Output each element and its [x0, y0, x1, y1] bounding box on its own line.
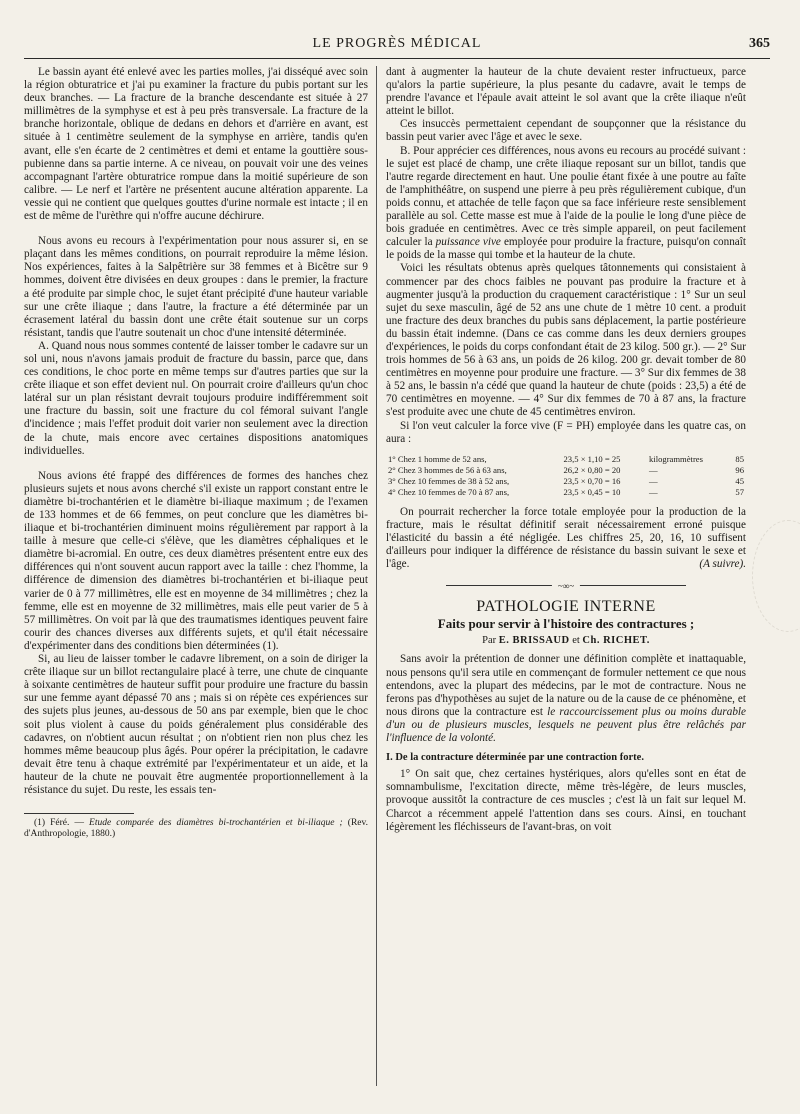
subsection-heading: I. De la contracture déterminée par une contraction forte. — [386, 752, 644, 764]
article-authors — [386, 634, 746, 647]
authors-conjunction: et — [572, 635, 580, 647]
paragraph: A. Quand nous nous sommes contenté de laisser tomber le cadavre sur un sol uni, nous n'avons jamais produit de fracture du bassin, parce que, dans ces conditions, le choc porte en même temps sur d'autres parties que sur la crête iliaque et son effet devient nul. On pourrait croire d'ailleurs qu'un choc latéral sur un plan résistant devrait toujours produire indifféremment soit une fracture du bassin, soit une fracture du col fémoral suivant l'angle d'incidence ; mais l'effet produit doit varier non seulement avec la direction de la chute, mais encore avec certaines dispositions anatomiques individuelles. — [24, 339, 368, 457]
footnote-source: (Rev. d'Anthropologie, 1880.) — [24, 818, 369, 840]
table-cell-calc: 23,5 × 0,70 = 16 — [563, 475, 621, 486]
table-cell-val: 96 — [735, 464, 744, 475]
library-stamp — [752, 520, 800, 632]
paragraph: Si, au lieu de laisser tomber le cadavre librement, on a soin de diriger la crête iliaque sur un billot rectangulaire placé à terre, une chute de cinquante à soixante centimètres de hauteur suffit pour produire une fracture du bassin sur une femme ayant dépassé 70 ans ; mais si on répète ces expériences sur des sujets plus jeunes, au-dessous de 50 ans par exemple, bien que le choc soit plus violent à cause du poids généralement plus considérable des cadavres, on n'obtient aucun résultat ; on n'obtient rien non plus chez les hommes même beaucoup plus âgés. Pour opérer la précipitation, le cadavre devait être tenu à chaque extrémité par l'expérimentateur et un aide, et la hauteur de la chute ne pouvait être augmentée proportionnellement à la résistance du sujet. Du reste, les essais ten- — [24, 653, 368, 796]
table-cell-val: 45 — [735, 475, 744, 486]
table-cell-calc: 23,5 × 0,45 = 10 — [563, 486, 621, 497]
page-number: 365 — [749, 36, 770, 51]
table-cell-calc: 26,2 × 0,80 = 20 — [563, 464, 621, 475]
paragraph: dant à augmenter la hauteur de la chute devaient rester infructueux, parce qu'alors la partie supérieure, la plus pesante du cadavre, avait le temps de prendre l'avance et l'épaule avait atteint le sol avant que la crête iliaque n'eût atteint le billot. — [386, 66, 746, 118]
journal-title: LE PROGRÈS MÉDICAL — [312, 36, 482, 51]
force-table — [386, 454, 746, 498]
paragraph-text: employée pour produire la fracture, puisqu'on connaît le poids de la masse qui tombe et la hauteur de la chute. — [386, 236, 746, 262]
table-row — [386, 487, 746, 498]
paragraph: 1° On sait que, chez certaines hystériques, alors qu'elles sont en état de somnambulisme, l'excitation directe, même très-légère, de leurs muscles, provoque aussitôt la contracture de ces muscles ; c'est là un fait sur lequel M. Charcot a récemment appelé l'attention dans ses cours. Ainsi, en touchant légèrement les fléchisseurs de l'avant-bras, on voit — [386, 768, 746, 833]
footnote: (1) Féré. — Etude comparée des diamètres bi-trochantérien et bi-iliaque ; (Rev. d'Anthropologie, 1880.) — [24, 818, 369, 840]
paragraph — [386, 506, 746, 571]
table-cell-calc: 23,5 × 1,10 = 25 — [563, 453, 621, 464]
footnote-mark: (1) Féré. — [34, 818, 70, 829]
table-cell-label: 1° Chez 1 homme de 52 ans, — [388, 453, 487, 464]
table-cell-val: 85 — [735, 453, 744, 464]
paragraph: Si l'on veut calculer la force vive (F = PH) employée dans les quatre cas, on aura : — [386, 419, 746, 445]
footnote-title: Etude comparée des diamètres bi-trochantérien et bi-iliaque ; — [89, 818, 343, 829]
running-header — [24, 36, 770, 59]
author-name: Ch. RICHET. — [582, 635, 650, 647]
paragraph: Le bassin ayant été enlevé avec les parties molles, j'ai disséqué avec soin la région obturatrice et j'ai pu examiner la fracture du pubis portant sur les deux branches. — La fracture de la branche descendante est située à 27 millimètres de la symphyse et est à peu près transversale. La fracture de la branche horizontale, oblique de dedans en dehors et d'arrière en avant, est située à 1 centimètre seulement de la symphyse en arrière, tandis qu'en avant, elle s'en écarte de 2 centimètres et demi et entame la gouttière sous-pubienne dans sa partie interne. A ce niveau, on pouvait voir une des veines accompagnant l'artère obturatrice rompue dans la moitié supérieure de son calibre. — Le nerf et l'artère ne présentent aucune altération apparente. La vessie qui ne contient que quelques gouttes d'urine normale est intacte ; il en est de même de l'urèthre qui n'offre aucune déchirure. — [24, 66, 368, 223]
table-cell-unit: — — [649, 464, 658, 475]
table-row — [386, 476, 746, 487]
right-column — [386, 66, 746, 834]
to-be-continued: (A suivre). — [699, 558, 746, 571]
table-cell-label: 4° Chez 10 femmes de 70 à 87 ans, — [388, 486, 510, 497]
footnote-divider — [24, 813, 134, 814]
paragraph-text: On pourrait rechercher la force totale employée pour la production de la fracture, mais le résultat définitif serait nécessairement erroné puisque l'élasticité du bassin a été négligée. Les chiffres 25, 20, 16, 10 suffisent d'ailleurs pour indiquer la différence de résistance du bassin suivant le sexe et l'âge. — [386, 505, 746, 571]
column-divider — [376, 66, 377, 1086]
table-cell-unit: kilogrammètres — [649, 453, 703, 464]
table-cell-unit: — — [649, 475, 658, 486]
paragraph-text: B. Pour apprécier ces différences, nous avons eu recours au procédé suivant : le sujet est placé de champ, une crête iliaque reposant sur un billot, tandis que l'autre regarde directement en haut. Une poulie étant fixée à une poutre au faîte de l'amphithéâtre, on suspend une pierre à peu près régulièrement cubique, d'un poids connu, et attachée de telle façon que sa face inférieure reste sensiblement parallèle au sol. Cette masse est mue à l'aide de la poulie le long d'une pièce de bois graduée en centimètres. Avec ce très simple appareil, on peut facilement calculer la — [386, 144, 746, 249]
table-cell-label: 3° Chez 10 femmes de 38 à 52 ans, — [388, 475, 510, 486]
section-title: PATHOLOGIE INTERNE — [476, 598, 656, 616]
author-name: E. BRISSAUD — [498, 635, 570, 647]
authors-prefix: Par — [482, 635, 497, 647]
paragraph: Ces insuccès permettaient cependant de soupçonner que la résistance du bassin peut varier avec l'âge et avec le sexe. — [386, 118, 746, 144]
left-column — [24, 66, 368, 840]
paragraph: Nous avons eu recours à l'expérimentation pour nous assurer si, en se plaçant dans les mêmes conditions, on pourrait reproduire la même lésion. Nos expériences, faites à la Salpêtrière sur 38 femmes et à Bicêtre sur 9 hommes, doivent être divisées en deux groupes : dans le premier, la fracture a été produite par simple choc, le sujet étant précipité d'une hauteur variable sur une crête iliaque ; dans l'autre, la fracture a été déterminée par un écrasement latéral du bassin dont une crête était soutenue sur un corps résistant, tandis que l'autre soutenait un choc d'une intensité déterminée. — [24, 235, 368, 339]
table-row — [386, 454, 746, 465]
table-cell-val: 57 — [735, 486, 744, 497]
table-cell-unit: — — [649, 486, 658, 497]
table-cell-label: 2° Chez 3 hommes de 56 à 63 ans, — [388, 464, 507, 475]
paragraph — [386, 653, 746, 745]
table-row — [386, 465, 746, 476]
article-title: Faits pour servir à l'histoire des contractures ; — [437, 616, 695, 632]
definition-text: le raccourcissement plus ou moins durable d'un ou de plusieurs muscles, lesquels ne peuvent plus être relâchés par l'influence de la volonté. — [386, 705, 746, 745]
paragraph-text: Sans avoir la prétention de donner une définition complète et inattaquable, nous pensons qu'il sera utile en commençant de formuler nettement ce que nous entendons, avec la plupart des médecins, par le mot de contracture. Nous ne ferons pas d'hypothèses au sujet de la nature ou de la cause de ce phénomène, et nous dirons que la contracture est — [386, 653, 746, 718]
section-divider — [446, 581, 686, 592]
paragraph — [386, 145, 746, 263]
emphasis-text: puissance vive — [435, 236, 501, 249]
paragraph: Voici les résultats obtenus après quelques tâtonnements qui consistaient à commencer par des chocs faibles ne pouvant pas produire la fracture et à augmenter jusqu'à la production du craquement caractéristique : 1° Sur un seul sujet du sexe masculin, âgé de 52 ans une chute de 1 mètre 10 cent. a produit une fracture des deux branches du pubis sans déplacement, la partie postérieure du bassin était indemne. (Dans ce cas comme dans les deux derniers groupes d'expériences, le poids du corps confondant était de 23 kilog. 500 gr.). — 2° Sur trois hommes de 56 à 63 ans, un poids de 26 kilog. 200 gr. devait tomber de 80 centimètres en moyenne pour produire une fracture. — 3° Sur dix femmes de 38 à 52 ans, le bassin n'a cédé que quand la hauteur de chute (poids : 23,5) a été de 70 centimètres en moyenne. — 4° Sur dix femmes de 70 à 87 ans, la fracture s'est produite avec une chute de 45 centimètres environ. — [386, 262, 746, 419]
ornament-icon: ~∞~ — [552, 580, 580, 593]
paragraph: Nous avions été frappé des différences de formes des hanches chez plusieurs sujets et nous avons cherché s'il existe un rapport constant entre le diamètre bi-trochantérien et le diamètre bi-iliaque maximum ; de l'examen de 133 hommes et de 66 femmes, on peut conclure que les diamètres bi-iliaque et bi-trochantérien diminuent moins régulièrement par rapport à la taille à mesure que celle-ci s'élève, que les diamètres céphaliques et le diamètre bi-acromial. En outre, ces deux diamètres présentent entre eux des différences qui n'ont souvent aucun rapport avec la taille : chez l'homme, la différence de dimension des diamètres bi-trochantérien et bi-iliaque peut varier de 0 à 77 millimètres, elle est en moyenne de 34 millimètres ; chez la femme, elle est en moyenne de 32 millimètres, mais elle peut varier de 5 à 57 millimètres. On voit par là que des traumatismes identiques peuvent faire courir des chances diverses aux différents sujets, et qu'il était nécessaire d'expérimenter dans des conditions bien déterminées (1). — [24, 469, 368, 652]
